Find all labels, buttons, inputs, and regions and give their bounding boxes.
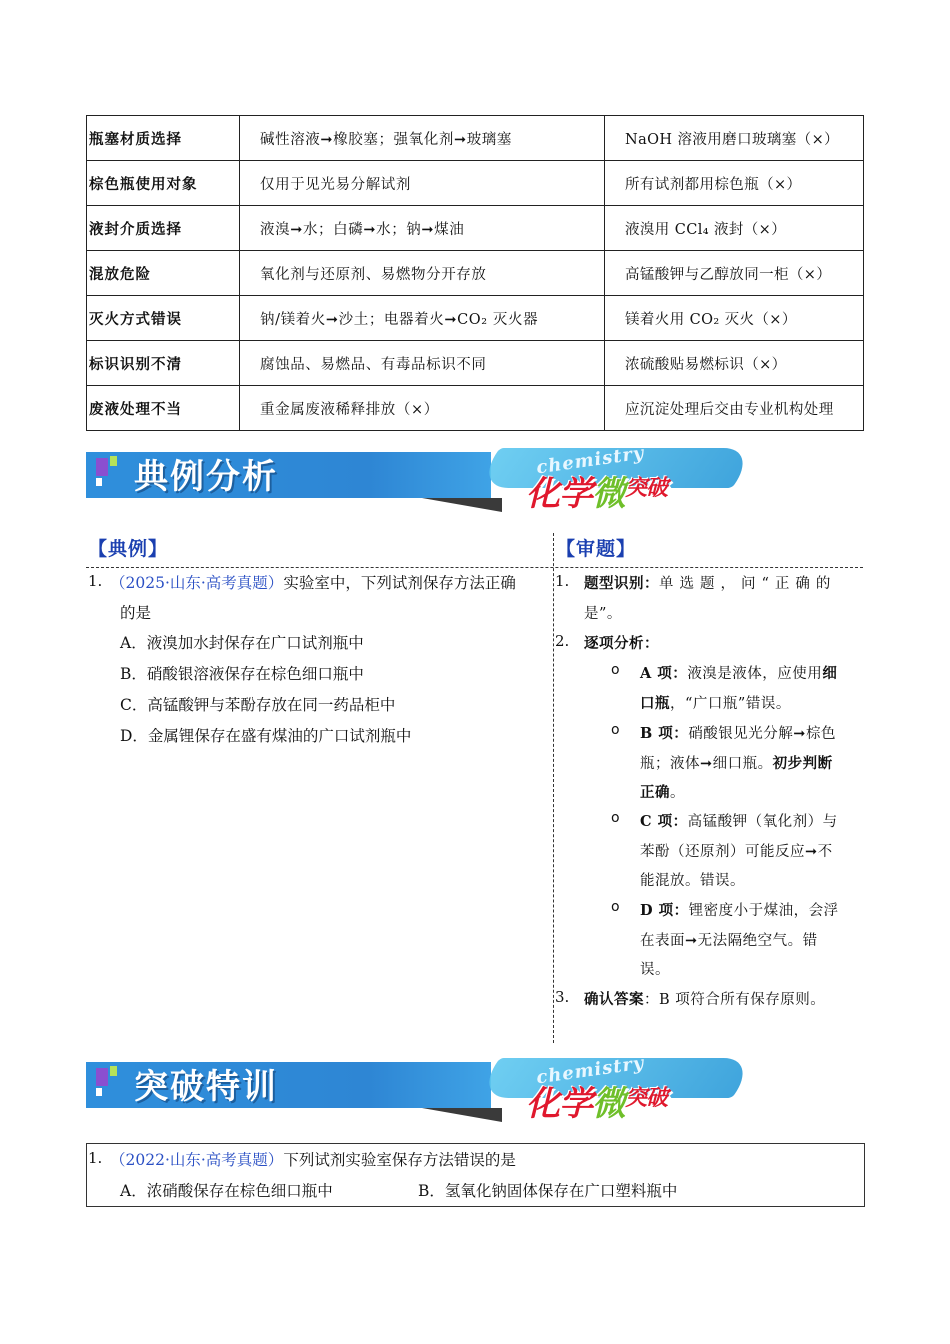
bullet-icon: o (611, 662, 620, 678)
step-label: 确认答案 (584, 991, 644, 1008)
analysis-c-cont: 苯酚（还原剂）可能反应➞不 (640, 844, 833, 860)
analysis-text: 液溴是液体，应使用 (687, 666, 823, 682)
analysis-label: D 项： (640, 902, 689, 919)
brand-logo-part: 突破 (625, 476, 668, 501)
table-row (87, 161, 864, 206)
option-b: B．硝酸银溶液保存在棕色细口瓶中 (120, 665, 364, 683)
option-a: A．液溴加水封保存在广口试剂瓶中 (120, 634, 364, 652)
analysis-text: 瓶；液体➞细口瓶。 (640, 756, 773, 772)
example-heading: 【典例】 (88, 538, 169, 560)
table-row (87, 206, 864, 251)
step-label: 题型识别： (584, 575, 659, 592)
brand-chemistry-text: chemistry (535, 1052, 646, 1089)
item-cell: 棕色瓶使用对象 (87, 161, 240, 206)
analysis-d-cont: 在表面➞无法隔绝空气。错 (640, 933, 818, 949)
rule-cell: 腐蚀品、易燃品、有毒品标识不同 (240, 341, 605, 386)
step-text (584, 988, 825, 1009)
analysis-text: ，“广口瓶”错误。 (670, 696, 791, 712)
column-divider (553, 533, 554, 1043)
decor-square-icon (96, 458, 108, 476)
banner-shadow (422, 498, 502, 512)
rule-cell: 重金属废液稀释排放（×） (240, 386, 605, 431)
table-row (87, 251, 864, 296)
analysis-label: A 项： (640, 665, 688, 682)
bullet-icon: o (611, 810, 620, 826)
analysis-emphasis: 初步判断 (772, 755, 833, 772)
section-banner-training (86, 1052, 746, 1138)
step-text-cont: 是”。 (584, 606, 622, 622)
analysis-text: 。 (670, 785, 685, 801)
banner-title: 突破特训 (134, 1067, 278, 1107)
table-row (87, 341, 864, 386)
item-cell: 标识识别不清 (87, 341, 240, 386)
item-cell: 废液处理不当 (87, 386, 240, 431)
item-cell: 灭火方式错误 (87, 296, 240, 341)
analysis-b-cont (640, 752, 833, 773)
question-source: （2025·山东·高考真题） (110, 574, 284, 592)
brand-logo-part: 突破 (625, 1086, 668, 1111)
step-number: 3. (555, 988, 570, 1006)
analysis-b-cont (640, 781, 685, 802)
question-stem-cont: 的是 (120, 604, 152, 622)
question-stem (110, 571, 516, 593)
option-b: B．氢氧化钠固体保存在广口塑料瓶中 (418, 1182, 678, 1200)
question-source: （2022·山东·高考真题） (110, 1151, 284, 1169)
error-cell: 浓硫酸贴易燃标识（×） (605, 341, 864, 386)
brand-chemistry-text: chemistry (535, 442, 646, 479)
brand-logo (526, 1076, 667, 1125)
analysis-a (640, 662, 837, 683)
item-cell: 混放危险 (87, 251, 240, 296)
decor-square-icon (96, 478, 102, 486)
analysis-emphasis: 正确 (640, 784, 670, 801)
step-number: 1. (555, 572, 570, 590)
error-cell: 液溴用 CCl₄ 液封（×） (605, 206, 864, 251)
brand-logo (526, 466, 667, 515)
rule-cell: 仅用于见光易分解试剂 (240, 161, 605, 206)
step-text (584, 572, 836, 593)
error-cell: 镁着火用 CO₂ 灭火（×） (605, 296, 864, 341)
error-cell: NaOH 溶液用磨口玻璃塞（×） (605, 116, 864, 161)
decor-square-icon (96, 1068, 108, 1086)
bullet-icon: o (611, 722, 620, 738)
item-cell: 瓶塞材质选择 (87, 116, 240, 161)
brand-logo-part: 微 (592, 1084, 625, 1124)
analysis-b (640, 722, 836, 743)
analysis-text: 锂密度小于煤油，会浮 (688, 903, 839, 919)
error-cell: 所有试剂都用棕色瓶（×） (605, 161, 864, 206)
decor-square-icon (96, 1088, 102, 1096)
analysis-c-cont: 能混放。错误。 (640, 873, 745, 889)
analysis-c (640, 810, 838, 831)
storage-rules-table (86, 115, 864, 431)
option-c: C．高锰酸钾与苯酚存放在同一药品柜中 (120, 696, 396, 714)
question-number: 1. (88, 572, 103, 590)
rule-cell: 钠/镁着火➞沙土；电器着火➞CO₂ 灭火器 (240, 296, 605, 341)
item-cell: 液封介质选择 (87, 206, 240, 251)
banner-shadow (422, 1108, 502, 1122)
question-stem (110, 1148, 516, 1170)
analysis-text: 硝酸银见光分解➞棕色 (688, 726, 836, 742)
review-heading: 【审题】 (556, 538, 637, 560)
table-row (87, 116, 864, 161)
rule-cell: 液溴➞水；白磷➞水；钠➞煤油 (240, 206, 605, 251)
table-row (87, 386, 864, 431)
section-banner-examples (86, 442, 746, 528)
error-cell: 高锰酸钾与乙醇放同一柜（×） (605, 251, 864, 296)
error-cell: 应沉淀处理后交由专业机构处理 (605, 386, 864, 431)
brand-logo-part: 微 (592, 474, 625, 514)
question-stem-text: 实验室中，下列试剂保存方法正确 (283, 574, 516, 592)
analysis-text: 高锰酸钾（氧化剂）与 (687, 814, 838, 830)
option-d: D．金属锂保存在盛有煤油的广口试剂瓶中 (120, 727, 412, 745)
step-content: 单选题，问“正确的 (659, 576, 837, 592)
brand-logo-part: 化学 (526, 1084, 592, 1124)
analysis-label: B 项： (640, 725, 689, 742)
step-number: 2. (555, 632, 570, 650)
question-number: 1. (88, 1149, 103, 1167)
decor-square-icon (110, 1066, 117, 1076)
analysis-d (640, 899, 839, 920)
analysis-emphasis: 细 (822, 665, 838, 682)
rule-cell: 氧化剂与还原剂、易燃物分开存放 (240, 251, 605, 296)
analysis-label: C 项： (640, 813, 688, 830)
rule-cell: 碱性溶液➞橡胶塞；强氧化剂➞玻璃塞 (240, 116, 605, 161)
divider-line (86, 567, 863, 568)
question-stem-text: 下列试剂实验室保存方法错误的是 (283, 1151, 516, 1169)
analysis-d-cont: 误。 (640, 962, 670, 978)
analysis-a-cont (640, 692, 791, 713)
brand-logo-part: 化学 (526, 474, 592, 514)
step-content: ：B 项符合所有保存原则。 (644, 992, 826, 1008)
table-row (87, 296, 864, 341)
option-a: A．浓硝酸保存在棕色细口瓶中 (120, 1182, 333, 1200)
step-label: 逐项分析： (584, 635, 659, 652)
decor-square-icon (110, 456, 117, 466)
analysis-emphasis: 口瓶 (640, 695, 670, 712)
bullet-icon: o (611, 899, 620, 915)
banner-title: 典例分析 (134, 457, 278, 497)
